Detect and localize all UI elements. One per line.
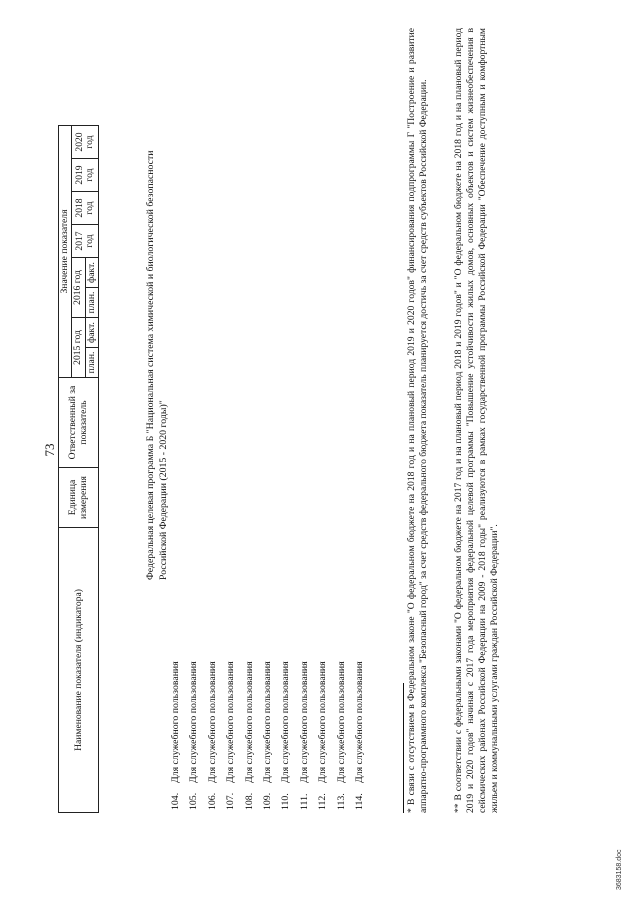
row-text: Для служебного пользования	[206, 661, 218, 783]
row-text: Для служебного пользования	[298, 661, 310, 783]
table-row	[207, 661, 223, 810]
row-text: Для служебного пользования	[243, 661, 255, 783]
row-text: Для служебного пользования	[317, 661, 329, 783]
header-2015-fact: факт.	[85, 318, 99, 348]
header-year-2019: 2019 год	[72, 159, 99, 192]
row-text: Для служебного пользования	[170, 661, 181, 783]
row-number: 108.	[243, 792, 255, 810]
row-text: Для служебного пользования	[335, 661, 347, 783]
document-id: 3683158.doc	[616, 849, 623, 890]
header-name-column: Наименование показателя (индикатора)	[59, 528, 99, 813]
row-number: 111.	[298, 793, 310, 810]
header-year-2016: 2016 год	[72, 258, 86, 318]
table-row	[170, 661, 186, 810]
header-year-2018: 2018 год	[72, 192, 99, 225]
header-unit-column: Единица измерения	[59, 468, 99, 528]
footnote-1: * В связи с отсутствием в Федеральном законе "О федеральном бюджете на 2018 год и на плановый период 2019 и 2020 годов" финансирования подпрограммы Г "Построение и развитие аппаратно-программного комплекса "Безопасный город" за счет средств федерального бюджета показатель планируется достичь за счет средств субъектов Российской Федерации.	[406, 28, 429, 813]
table-row	[280, 661, 296, 810]
table-row	[354, 661, 370, 810]
table-row	[336, 661, 352, 810]
row-number: 107.	[225, 792, 237, 810]
header-2016-fact: факт.	[85, 258, 99, 288]
row-number: 110.	[280, 793, 292, 810]
row-text: Для служебного пользования	[225, 661, 237, 783]
row-number: 105.	[188, 792, 200, 810]
indicator-table-header	[58, 125, 99, 813]
header-2015-plan: план.	[85, 348, 99, 378]
row-number: 104.	[170, 792, 181, 810]
section-title: Федеральная целевая программа Б "Национальная система химической и биологической безопасности Российской Федерации (2015 - 2020 годы)"	[145, 150, 169, 580]
row-text: Для служебного пользования	[188, 661, 200, 783]
row-number: 114.	[354, 793, 365, 810]
row-text: Для служебного пользования	[354, 661, 365, 783]
header-year-2020: 2020 год	[72, 126, 99, 159]
row-number: 112.	[317, 793, 329, 810]
row-number: 113.	[335, 793, 347, 810]
header-responsible-column: Ответственный за показатель	[59, 378, 99, 468]
row-number: 106.	[206, 792, 218, 810]
table-row	[262, 661, 278, 810]
row-number: 109.	[262, 792, 273, 810]
table-row	[244, 661, 260, 810]
page-number: 73	[42, 443, 57, 457]
header-year-2017: 2017 год	[72, 225, 99, 258]
footnote-2: ** В соответствии с федеральными законами "О федеральном бюджете на 2017 год и на плановый период 2018 и 2019 годов" и "О федеральном бюджете на 2018 год и на плановый период 2019 и 2020 годов" начиная с 2017 года мероприятия федеральной целевой программы "Повышение устойчивости жилых домов, основных объектов и систем жизнеобеспечения в сейсмических районах Российской Федерации на 2009 - 2018 годы" реализуются в рамках государственной программы Российской Федерации "Обеспечение доступным и комфортным жильем и коммунальными услугами граждан Российской Федерации".	[453, 28, 500, 813]
header-year-2015: 2015 год	[72, 318, 86, 378]
header-values-group: Значение показателя	[59, 126, 72, 378]
table-row	[299, 661, 315, 810]
row-text: Для служебного пользования	[280, 661, 292, 783]
table-row	[188, 661, 204, 810]
header-2016-plan: план.	[85, 288, 99, 318]
row-text: Для служебного пользования	[262, 661, 273, 783]
footnote-separator	[403, 683, 404, 813]
table-row	[317, 661, 333, 810]
table-row	[225, 661, 241, 810]
